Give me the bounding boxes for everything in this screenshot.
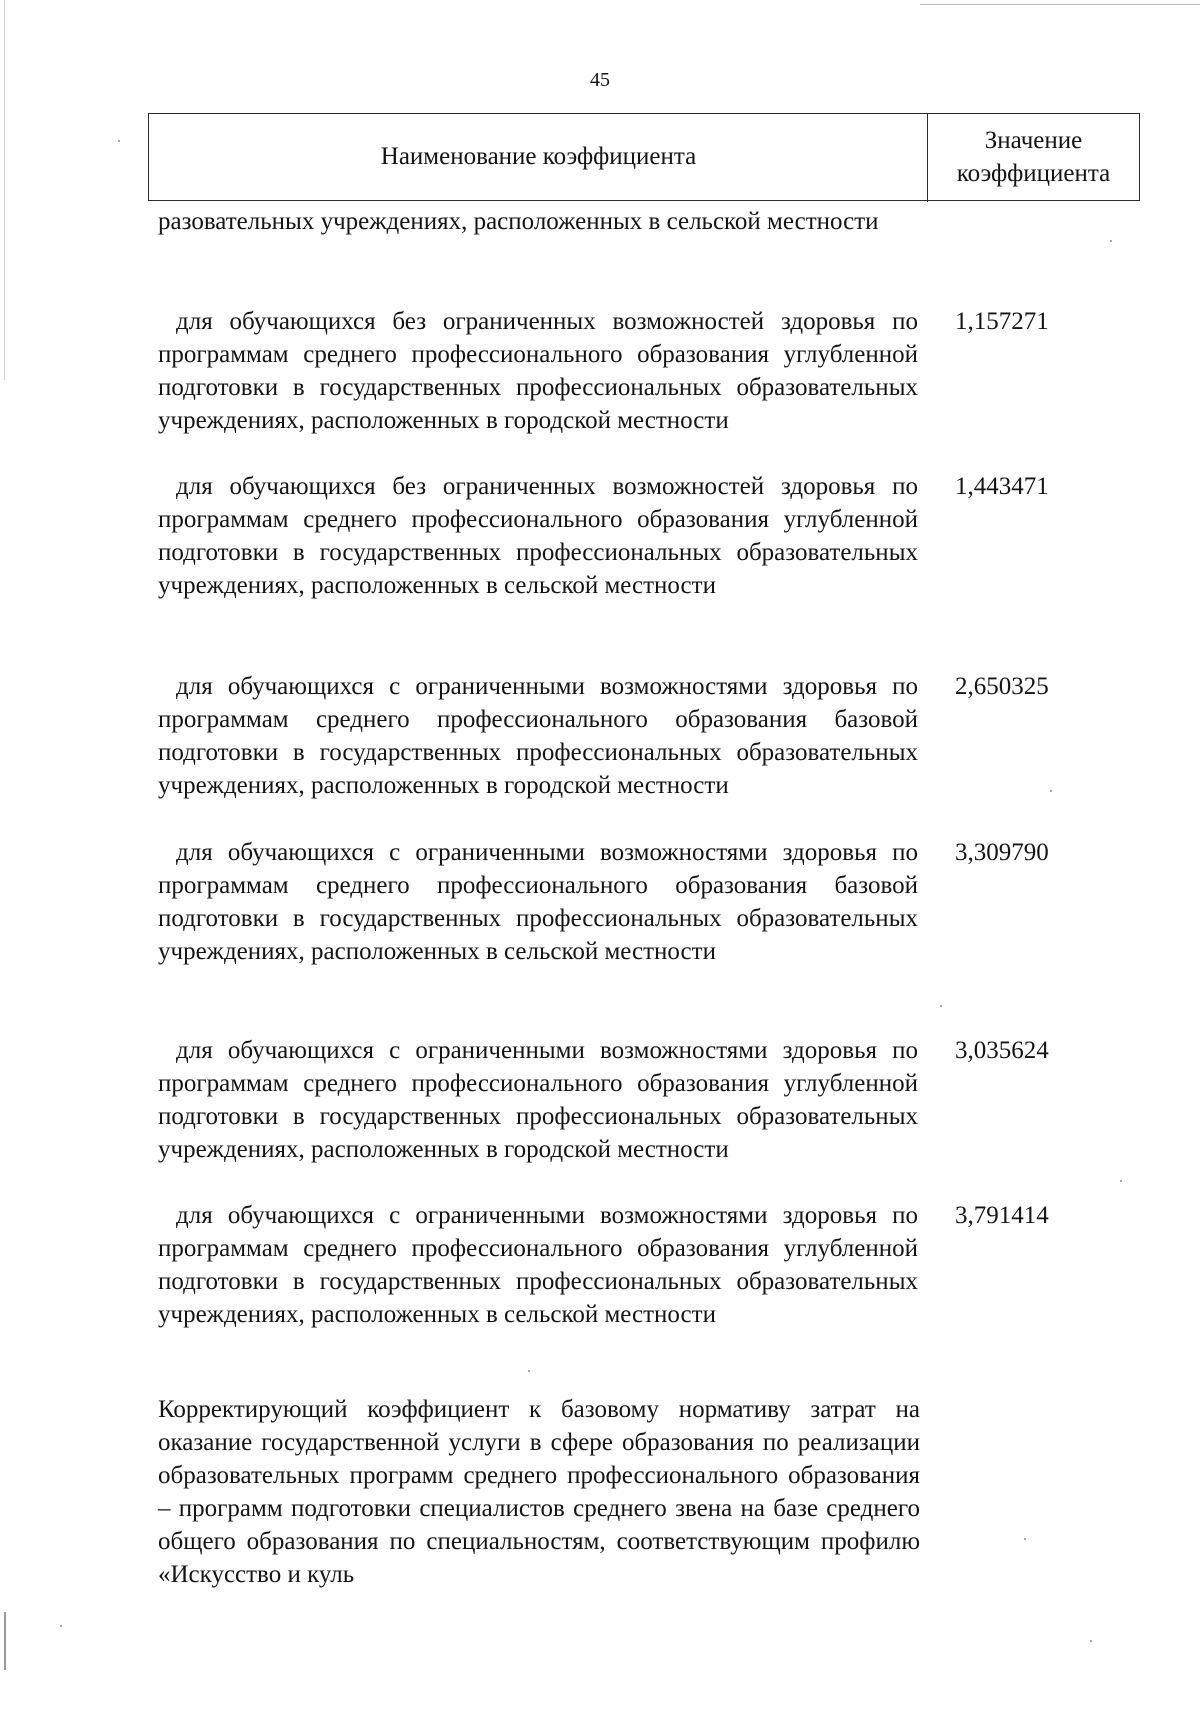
footer-paragraph: Корректирующий коэффициент к базовому нормативу затрат на оказание государственной услуги в сфере образования по реализации образовательных программ среднего профессионального образования – программ подготовки специалистов среднего звена на базе среднего общего образования по специальностям, соответствующим профилю «Искусство и куль [158,1396,920,1588]
scan-speck [60,1625,62,1627]
header-coefficient-name: Наименование коэффициента [380,143,697,170]
table-row [158,470,918,602]
row-value: 1,157271 [955,308,1049,335]
scan-speck [528,1370,530,1372]
table-row [158,836,918,968]
table-row [158,1199,918,1331]
scan-mark [4,1612,6,1670]
row-text: разовательных учреждениях, расположенных в сельской местности [158,208,879,235]
row-value: 3,035624 [955,1037,1049,1064]
scan-edge-top [920,4,1200,5]
scan-edge-left [4,0,5,380]
scan-speck [118,140,120,142]
scan-speck [1090,1640,1092,1642]
row-text: для обучающихся с ограниченными возможностями здоровья по программам среднего профессионального образования базовой подготовки в государственных профессиональных образовательных учреждениях, расположенных в сельской местности [158,839,918,965]
table-row [158,670,918,802]
scan-speck [940,1005,942,1007]
row-text: для обучающихся с ограниченными возможностями здоровья по программам среднего профессионального образования углубленной подготовки в государственных профессиональных образовательных учреждениях, расположенных в городской местности [158,1037,918,1163]
row-value: 3,309790 [955,839,1049,866]
table-header [148,113,1140,201]
row-text: для обучающихся без ограниченных возможностей здоровья по программам среднего профессионального образования углубленной подготовки в государственных профессиональных образовательных учреждениях, расположенных в сельской местности [158,473,918,599]
scan-speck [1050,790,1052,792]
header-value-line1: Значение [984,127,1083,154]
row-text: для обучающихся с ограниченными возможностями здоровья по программам среднего профессионального образования углубленной подготовки в государственных профессиональных образовательных учреждениях, расположенных в сельской местности [158,1202,918,1328]
row-value: 2,650325 [955,673,1049,700]
table-row [158,1034,918,1166]
row-text: для обучающихся с ограниченными возможностями здоровья по программам среднего профессионального образования базовой подготовки в государственных профессиональных образовательных учреждениях, расположенных в городской местности [158,673,918,799]
row-value: 3,791414 [955,1202,1049,1229]
row-value: 1,443471 [955,473,1049,500]
header-coefficient-value [928,114,1139,200]
scan-speck [1110,240,1112,242]
scan-speck [1120,1180,1122,1182]
row-text: для обучающихся без ограниченных возможностей здоровья по программам среднего профессионального образования углубленной подготовки в государственных профессиональных образовательных учреждениях, расположенных в городской местности [158,308,918,434]
table-row [158,305,918,437]
table-row [158,205,918,238]
page-number: 45 [590,69,610,91]
scan-speck [1024,1538,1026,1540]
header-value-line2: коэффициента [956,160,1111,187]
column-divider [927,113,928,202]
